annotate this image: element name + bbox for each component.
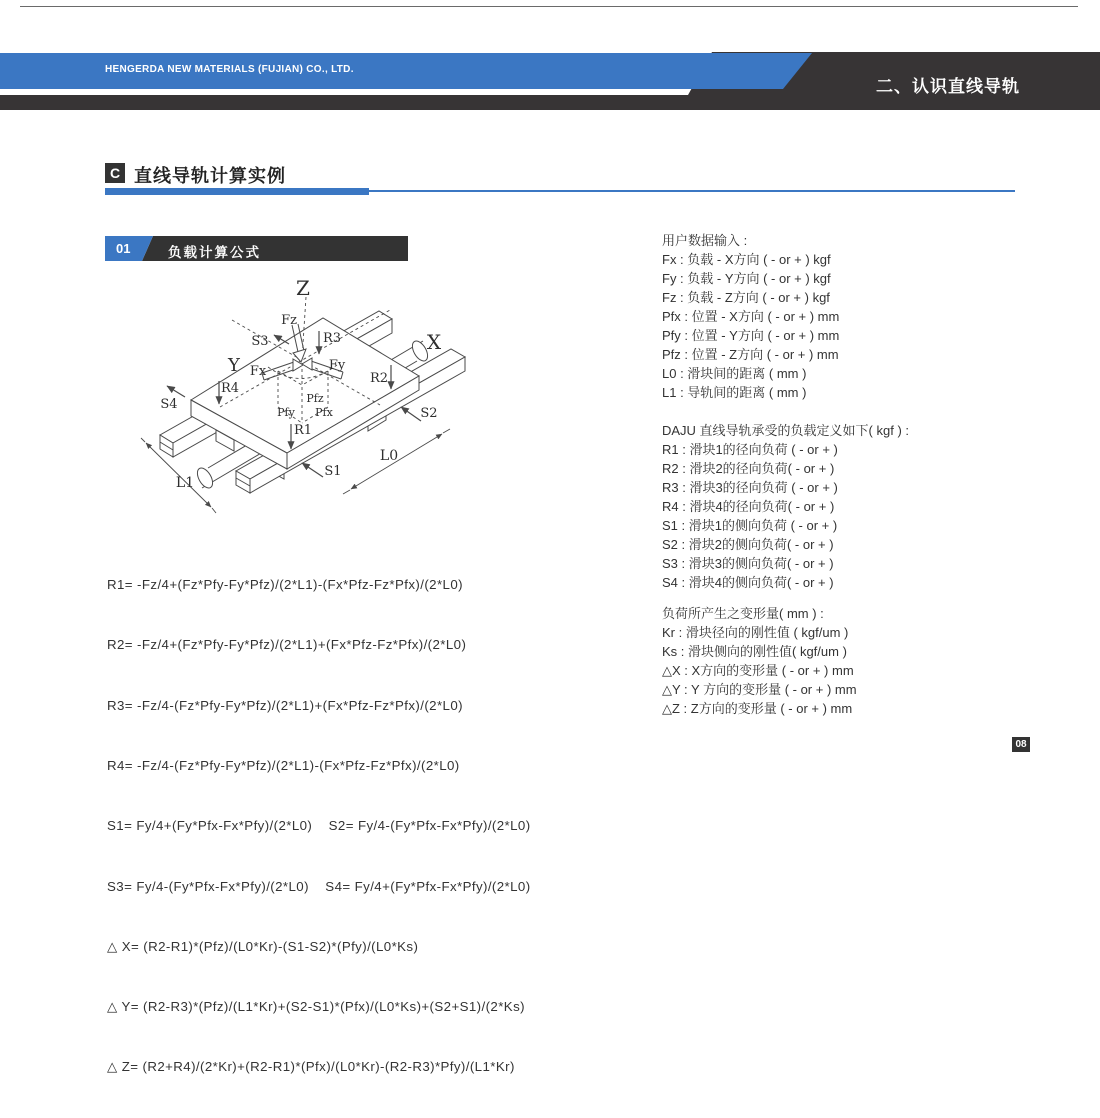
r1-label: R1 (293, 423, 313, 438)
user-input-line: 用户数据输入 : (662, 233, 748, 248)
load-definition-line: DAJU 直线导轨承受的负载定义如下( kgf ) : (662, 423, 910, 438)
fx-label: Fx (249, 364, 267, 379)
load-definition-line: S1 : 滑块1的侧向负荷 ( - or + ) (662, 518, 838, 533)
load-definition-line: R2 : 滑块2的径向负荷( - or + ) (662, 461, 835, 476)
r4-label: R4 (220, 381, 240, 396)
axis-z-label: Z (296, 276, 310, 300)
l0-extension-right (443, 429, 450, 433)
top-hairline (20, 6, 1078, 7)
company-name: HENGERDA NEW MATERIALS (FUJIAN) CO., LTD. (105, 64, 354, 75)
section-rule-thin (369, 190, 1015, 192)
deformation-line: Ks : 滑块侧向的刚性值( kgf/um ) (662, 644, 847, 659)
deformation-block (662, 604, 1062, 718)
formula-line: S3= Fy/4-(Fy*Pfx-Fx*Pfy)/(2*L0) S4= Fy/4+(Fy*Pfx-Fx*Pfy)/(2*L0) (107, 878, 531, 894)
formula-line: △ Y= (R2-R3)*(Pfz)/(L1*Kr)+(S2-S1)*(Pfx)/(L0*Ks)+(S2+S1)/(2*Ks) (107, 999, 525, 1015)
user-input-line: Fy : 负载 - Y方向 ( - or + ) kgf (662, 271, 831, 286)
subsection-title: 负载计算公式 (168, 245, 261, 260)
shaft-left-end (194, 465, 215, 490)
subsection-number: 01 (116, 241, 131, 256)
formula-line: △ X= (R2-R1)*(Pfz)/(L0*Kr)-(S1-S2)*(Pfy)/(L0*Ks) (107, 938, 419, 954)
pfy-label: Pfy (277, 406, 295, 419)
s2-arrow (401, 407, 421, 421)
user-input-line: Pfz : 位置 - Z方向 ( - or + ) mm (662, 347, 839, 362)
formula-line: △ Z= (R2+R4)/(2*Kr)+(R2-R1)*(Pfx)/(L0*Kr)-(R2-R3)*Pfy)/(L1*Kr) (107, 1059, 515, 1075)
deformation-line: Kr : 滑块径向的刚性值 ( kgf/um ) (662, 625, 849, 640)
user-input-line: Fx : 负载 - X方向 ( - or + ) kgf (662, 252, 831, 267)
user-input-line: Pfy : 位置 - Y方向 ( - or + ) mm (662, 328, 840, 343)
l0-label: L0 (379, 448, 399, 464)
axis-y-label: Y (228, 355, 240, 376)
load-definition-line: S3 : 滑块3的侧向负荷( - or + ) (662, 556, 834, 571)
section-badge: C (105, 163, 125, 183)
s4-arrow (167, 386, 185, 397)
deformation-line: △X : X方向的变形量 ( - or + ) mm (662, 663, 854, 678)
deformation-line: 负荷所产生之变形量( mm ) : (662, 606, 824, 621)
diagram-svg (140, 275, 540, 525)
user-input-block (662, 231, 1062, 402)
load-definition-line: R4 : 滑块4的径向负荷( - or + ) (662, 499, 835, 514)
l0-extension-left (343, 490, 350, 494)
load-definition-block (662, 421, 1062, 592)
load-definition-line: S4 : 滑块4的侧向负荷( - or + ) (662, 575, 834, 590)
section-rule-thick (105, 188, 369, 195)
r2-label: R2 (369, 371, 389, 386)
pfz-label: Pfz (306, 392, 324, 405)
formula-line: R3= -Fz/4-(Fz*Pfy-Fy*Pfz)/(2*L1)+(Fx*Pfz-Fz*Pfx)/(2*L0) (107, 697, 463, 713)
user-input-line: L1 : 导轨间的距离 ( mm ) (662, 385, 807, 400)
s3-label: S3 (251, 334, 269, 349)
formula-line: R2= -Fz/4+(Fz*Pfy-Fy*Pfz)/(2*L1)+(Fx*Pfz-Fz*Pfx)/(2*L0) (107, 637, 467, 653)
formula-line: R1= -Fz/4+(Fz*Pfy-Fy*Pfz)/(2*L1)-(Fx*Pfz-Fz*Pfx)/(2*L0) (107, 577, 463, 593)
fy-label: Fy (328, 358, 346, 373)
user-input-line: L0 : 滑块间的距离 ( mm ) (662, 366, 807, 381)
r3-label: R3 (322, 331, 342, 346)
l1-extension-bottom (212, 508, 216, 513)
l1-extension-top (141, 438, 145, 442)
s1-arrow (302, 463, 323, 477)
linear-guide-diagram (140, 275, 540, 525)
page-number-badge: 08 (1012, 737, 1030, 752)
axis-x-label: X (426, 330, 442, 354)
load-definition-line: S2 : 滑块2的侧向负荷( - or + ) (662, 537, 834, 552)
pfx-label: Pfx (315, 406, 333, 419)
formula-line: R4= -Fz/4-(Fz*Pfy-Fy*Pfz)/(2*L1)-(Fx*Pfz-Fz*Pfx)/(2*L0) (107, 758, 460, 774)
s1-label: S1 (324, 464, 342, 479)
user-input-line: Pfx : 位置 - X方向 ( - or + ) mm (662, 309, 840, 324)
formula-line: S1= Fy/4+(Fy*Pfx-Fx*Pfy)/(2*L0) S2= Fy/4-(Fy*Pfx-Fx*Pfy)/(2*L0) (107, 818, 531, 834)
fz-label: Fz (281, 313, 297, 328)
chapter-title: 二、认识直线导轨 (876, 77, 1020, 96)
l1-label: L1 (175, 475, 195, 491)
s4-label: S4 (160, 397, 178, 412)
deformation-line: △Y : Y 方向的变形量 ( - or + ) mm (662, 682, 857, 697)
load-definition-line: R3 : 滑块3的径向负荷 ( - or + ) (662, 480, 838, 495)
load-definition-line: R1 : 滑块1的径向负荷 ( - or + ) (662, 442, 838, 457)
s2-label: S2 (420, 406, 438, 421)
s3-arrow (274, 335, 289, 344)
formula-block (107, 535, 587, 1118)
subsection-banner (105, 236, 408, 261)
user-input-line: Fz : 负载 - Z方向 ( - or + ) kgf (662, 290, 830, 305)
deformation-line: △Z : Z方向的变形量 ( - or + ) mm (662, 701, 853, 716)
section-title: 直线导轨计算实例 (134, 166, 286, 186)
